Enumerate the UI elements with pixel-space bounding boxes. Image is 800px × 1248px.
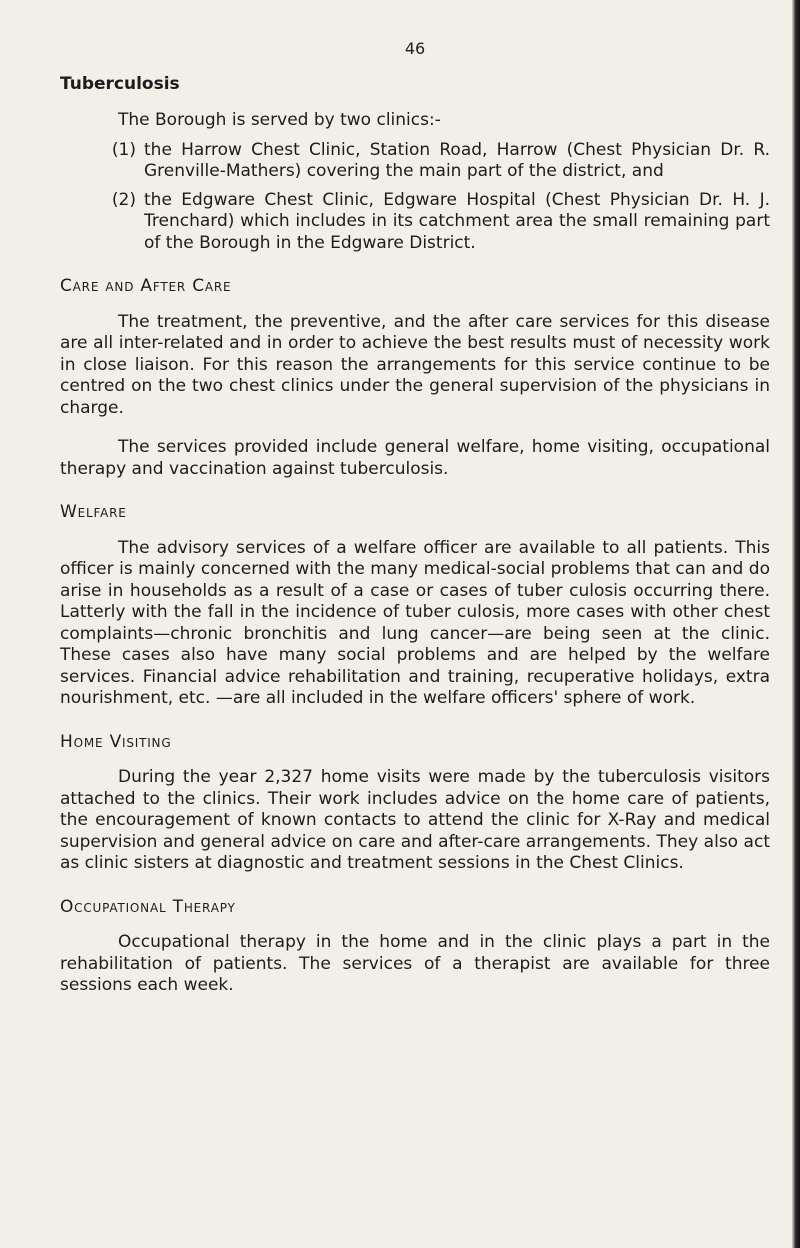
clinic-list-item: [60, 140, 770, 183]
heading-welfare: Welfare: [60, 502, 127, 522]
clinic-list-item: [60, 190, 770, 255]
heading-care-and-after-care: Care and After Care: [60, 276, 232, 296]
heading-home-visiting: Home Visiting: [60, 731, 172, 752]
paragraph: The services provided include general welfare, home visiting, occupational therapy and vaccination against tuberculosis.: [60, 437, 770, 479]
list-number: (2): [111, 189, 136, 210]
intro-text: The Borough is served by two clinics:-: [118, 110, 441, 130]
document-page: [60, 38, 770, 1015]
list-text: the Harrow Chest Clinic, Station Road, Harrow (Chest Physician Dr. R. Grenville-Mathers) covering the main part of the district, and: [144, 139, 770, 181]
page-edge: [792, 0, 800, 1248]
paragraph: The advisory services of a welfare officer are available to all patients. This officer is mainly concerned with the many medical-social problems that can and do arise in households as a result of a case or cases of tuber culosis occurring there. Latterly with the fall in the incidence of tuber culosis, more cases with other chest complaints—chronic bronchitis and lung cancer—are being seen at the clinic. These cases also have many social problems and are helped by the welfare services. Financial advice rehabilitation and training, recuperative holidays, extra nourishment, etc. —are all included in the welfare officers' sphere of work.: [60, 537, 770, 708]
paragraph: Occupational therapy in the home and in the clinic plays a part in the rehabilitation of patients. The services of a therapist are available for three sessions each week.: [60, 932, 770, 995]
list-number: (1): [111, 139, 136, 160]
list-text: the Edgware Chest Clinic, Edgware Hospital (Chest Physician Dr. H. J. Trenchard) which includes in its catchment area the small remaining part of the Borough in the Edgware District.: [144, 189, 770, 253]
section-title-tuberculosis: Tuberculosis: [60, 73, 180, 94]
page-number: 46: [404, 39, 426, 58]
heading-occupational-therapy: Occupational Therapy: [60, 896, 236, 917]
paragraph: During the year 2,327 home visits were made by the tuberculosis visitors attached to the clinics. Their work includes advice on the home care of patients, the encouragement of known contacts to attend the clinic for X-Ray and medical supervision and general advice on care and after-care arrangements. They also act as clinic sisters at diagnostic and treatment sessions in the Chest Clinics.: [60, 767, 770, 873]
paragraph: The treatment, the preventive, and the after care services for this disease are all inter-related and in order to achieve the best results must of necessity work in close liaison. For this reason the arrangements for this service continue to be centred on the two chest clinics under the general supervision of the physicians in charge.: [60, 311, 770, 418]
